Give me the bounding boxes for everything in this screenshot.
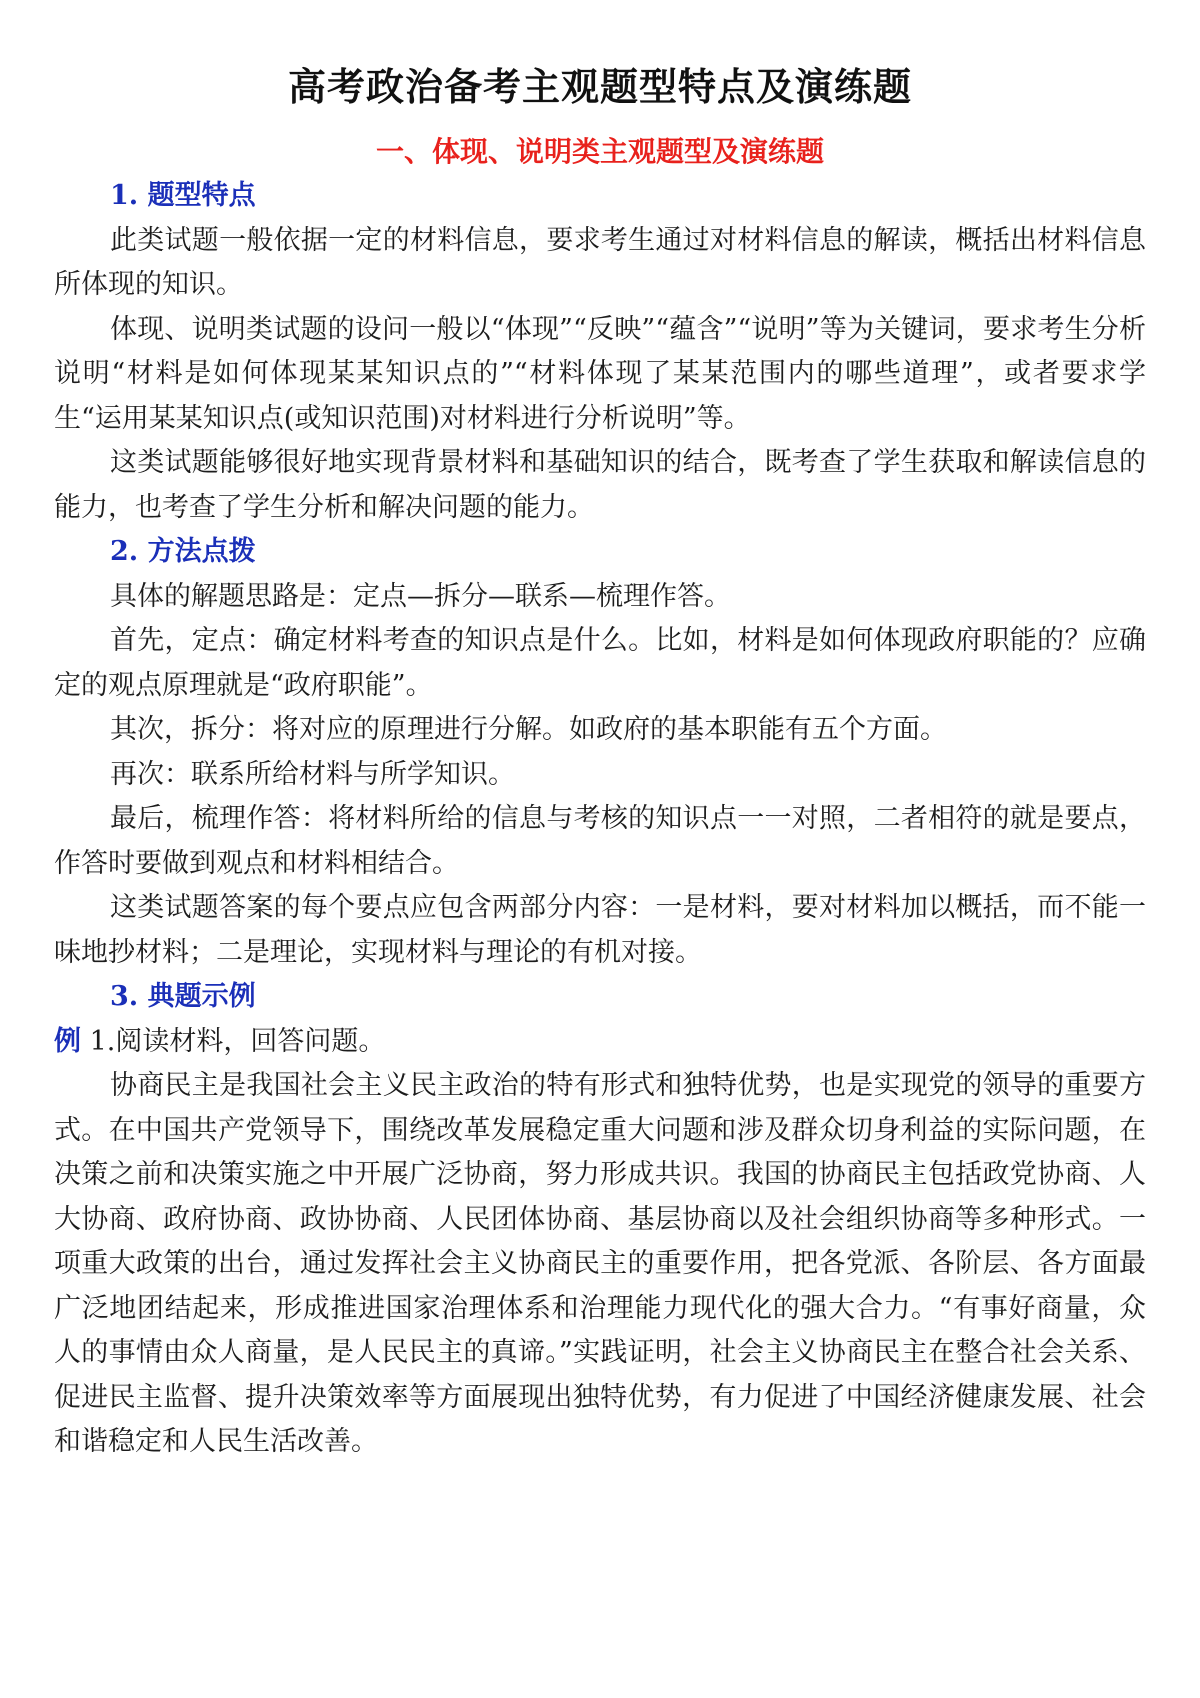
paragraph: 这类试题答案的每个要点应包含两部分内容：一是材料，要对材料加以概括，而不能一味地抄材料；二是理论，实现材料与理论的有机对接。 xyxy=(54,892,1146,968)
subhead-typical-example: 3. 典题示例 xyxy=(110,981,256,1012)
paragraph: 体现、说明类试题的设问一般以“体现”“反映”“蕴含”“说明”等为关键词，要求考生分析说明“材料是如何体现某某知识点的”“材料体现了某某范围内的哪些道理”，或者要求学生“运用某某知识点(或知识范围)对材料进行分析说明”等。 xyxy=(54,313,1146,434)
example-label: 例 xyxy=(54,1025,81,1057)
subhead-question-features: 1. 题型特点 xyxy=(110,180,256,211)
subhead-method-guidance: 2. 方法点拨 xyxy=(110,536,256,567)
paragraph: 最后，梳理作答：将材料所给的信息与考核的知识点一一对照，二者相符的就是要点，作答时要做到观点和材料相结合。 xyxy=(54,803,1146,879)
document-page xyxy=(54,58,1146,1465)
example-prompt: 阅读材料，回答问题。 xyxy=(115,1025,386,1057)
paragraph: 此类试题一般依据一定的材料信息，要求考生通过对材料信息的解读，概括出材料信息所体现的知识。 xyxy=(54,224,1146,300)
paragraph: 具体的解题思路是：定点—拆分—联系—梳理作答。 xyxy=(110,580,731,612)
document-title: 高考政治备考主观题型特点及演练题 xyxy=(287,64,912,109)
paragraph: 首先，定点：确定材料考查的知识点是什么。比如，材料是如何体现政府职能的？应确定的观点原理就是“政府职能”。 xyxy=(54,625,1146,701)
paragraph: 这类试题能够很好地实现背景材料和基础知识的结合，既考查了学生获取和解读信息的能力，也考查了学生分析和解决问题的能力。 xyxy=(54,447,1146,523)
example-material-paragraph: 协商民主是我国社会主义民主政治的特有形式和独特优势，也是实现党的领导的重要方式。在中国共产党领导下，围绕改革发展稳定重大问题和涉及群众切身利益的实际问题，在决策之前和决策实施之中开展广泛协商，努力形成共识。我国的协商民主包括政党协商、人大协商、政府协商、政协协商、人民团体协商、基层协商以及社会组织协商等多种形式。一项重大政策的出台，通过发挥社会主义协商民主的重要作用，把各党派、各阶层、各方面最广泛地团结起来，形成推进国家治理体系和治理能力现代化的强大合力。“有事好商量，众人的事情由众人商量，是人民民主的真谛。”实践证明，社会主义协商民主在整合社会关系、促进民主监督、提升决策效率等方面展现出独特优势，有力促进了中国经济健康发展、社会和谐稳定和人民生活改善。 xyxy=(54,1070,1146,1457)
example-number: 1. xyxy=(81,1025,116,1057)
paragraph: 再次：联系所给材料与所学知识。 xyxy=(110,758,515,790)
paragraph: 其次，拆分：将对应的原理进行分解。如政府的基本职能有五个方面。 xyxy=(110,714,947,745)
example-prompt-line xyxy=(54,1020,1146,1065)
section-title: 一、体现、说明类主观题型及演练题 xyxy=(375,135,824,168)
